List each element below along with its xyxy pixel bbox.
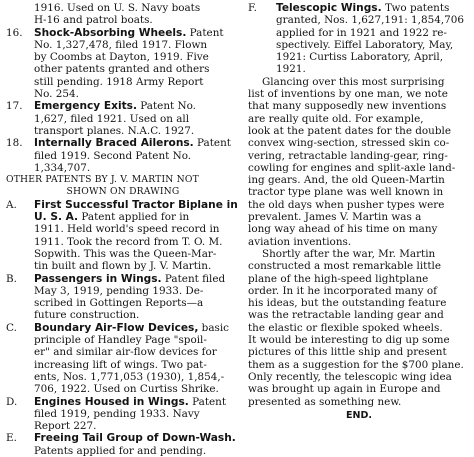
body-paragraph-1: Glancing over this most surprising list of inventions by one man, we note that many supposedly new inventions are really quite old. For example, look at the patent dates for the double convex wing-section, stressed skin co- vering, retractable landing-gear, ring- cowling for engines and split-axle land- ing gears. And, the old Queen-Martin tractor type plane was well known in the old days when pusher types were prevalent. James V. Martin was a long way ahead of his time on many aviation inventions. <box>248 75 456 248</box>
other-patent-b: B. Passengers in Wings. Patent filed May 3, 1919, pending 1933. De- scribed in Gottingen Reports—a future construction. <box>6 272 226 322</box>
other-patents-heading: OTHER PATENTS BY J. V. MARTIN NOT SHOWN ON DRAWING <box>6 174 199 198</box>
other-patent-d: D. Engines Housed in Wings. Patent filed 1919, pending 1933. Navy Report 227. <box>6 395 227 433</box>
patent-item-18: 18. Internally Braced Ailerons. Patent filed 1919. Second Patent No. 1,334,707. <box>6 137 231 174</box>
body-paragraph-2: Shortly after the war, Mr. Martin constructed a most remarkable little plane of the high-speed lightplane order. In it he incorporated many of his ideas, but the outstanding feature was the retractable landing gear and the elastic or flexible spoked wheels. It would be interesting to dig up some pictures of this little ship and present them as a suggestion for the $700 plane. Only recently, the telescopic wing idea was brought up again in Europe and presented as something new. <box>248 247 464 408</box>
left-column <box>6 2 240 457</box>
other-patent-a: A. First Successful Tractor Biplane in U. S. A. Patent applied for in 1911. Held world's speed record in 1911. Took the record from T. O. M. Sopwith. This was the Queen-Mar- tin built and flown by J. V. Martin. <box>6 198 238 273</box>
patent-item-16: 16. Shock-Absorbing Wheels. Patent No. 1,327,478, filed 1917. Flown by Coombs at Dayton, 1919. Five other patents granted and others still pending. 1918 Army Report No. 254. <box>6 26 224 101</box>
other-patent-f: F. Telescopic Wings. Two patents granted, Nos. 1,627,191: 1,854,706 applied for in 1921 and 1922 re- spectively. Eiffel Laboratory, May, 1921: Curtiss Laboratory, April, 1921. <box>248 2 464 76</box>
right-column <box>248 2 470 422</box>
end-marker: END. <box>346 409 372 421</box>
patent-item-17: 17. Emergency Exits. Patent No. 1,627, filed 1921. Used on all transport planes. N.A.C. 1927. <box>6 100 196 137</box>
item-16-continuation: 1916. Used on U. S. Navy boats H-16 and patrol boats. <box>34 2 201 27</box>
other-patent-e: E. Freeing Tail Group of Down-Wash. Patents applied for and pending. <box>6 432 236 457</box>
other-patent-c: C. Boundary Air-Flow Devices, basic principle of Handley Page "spoil- er" and similar air-flow devices for increasing lift of wings. Two pat- ents, Nos. 1,771,053 (1930), 1,854,- 706, 1922. Used on Curtiss Shrike. <box>6 321 229 396</box>
